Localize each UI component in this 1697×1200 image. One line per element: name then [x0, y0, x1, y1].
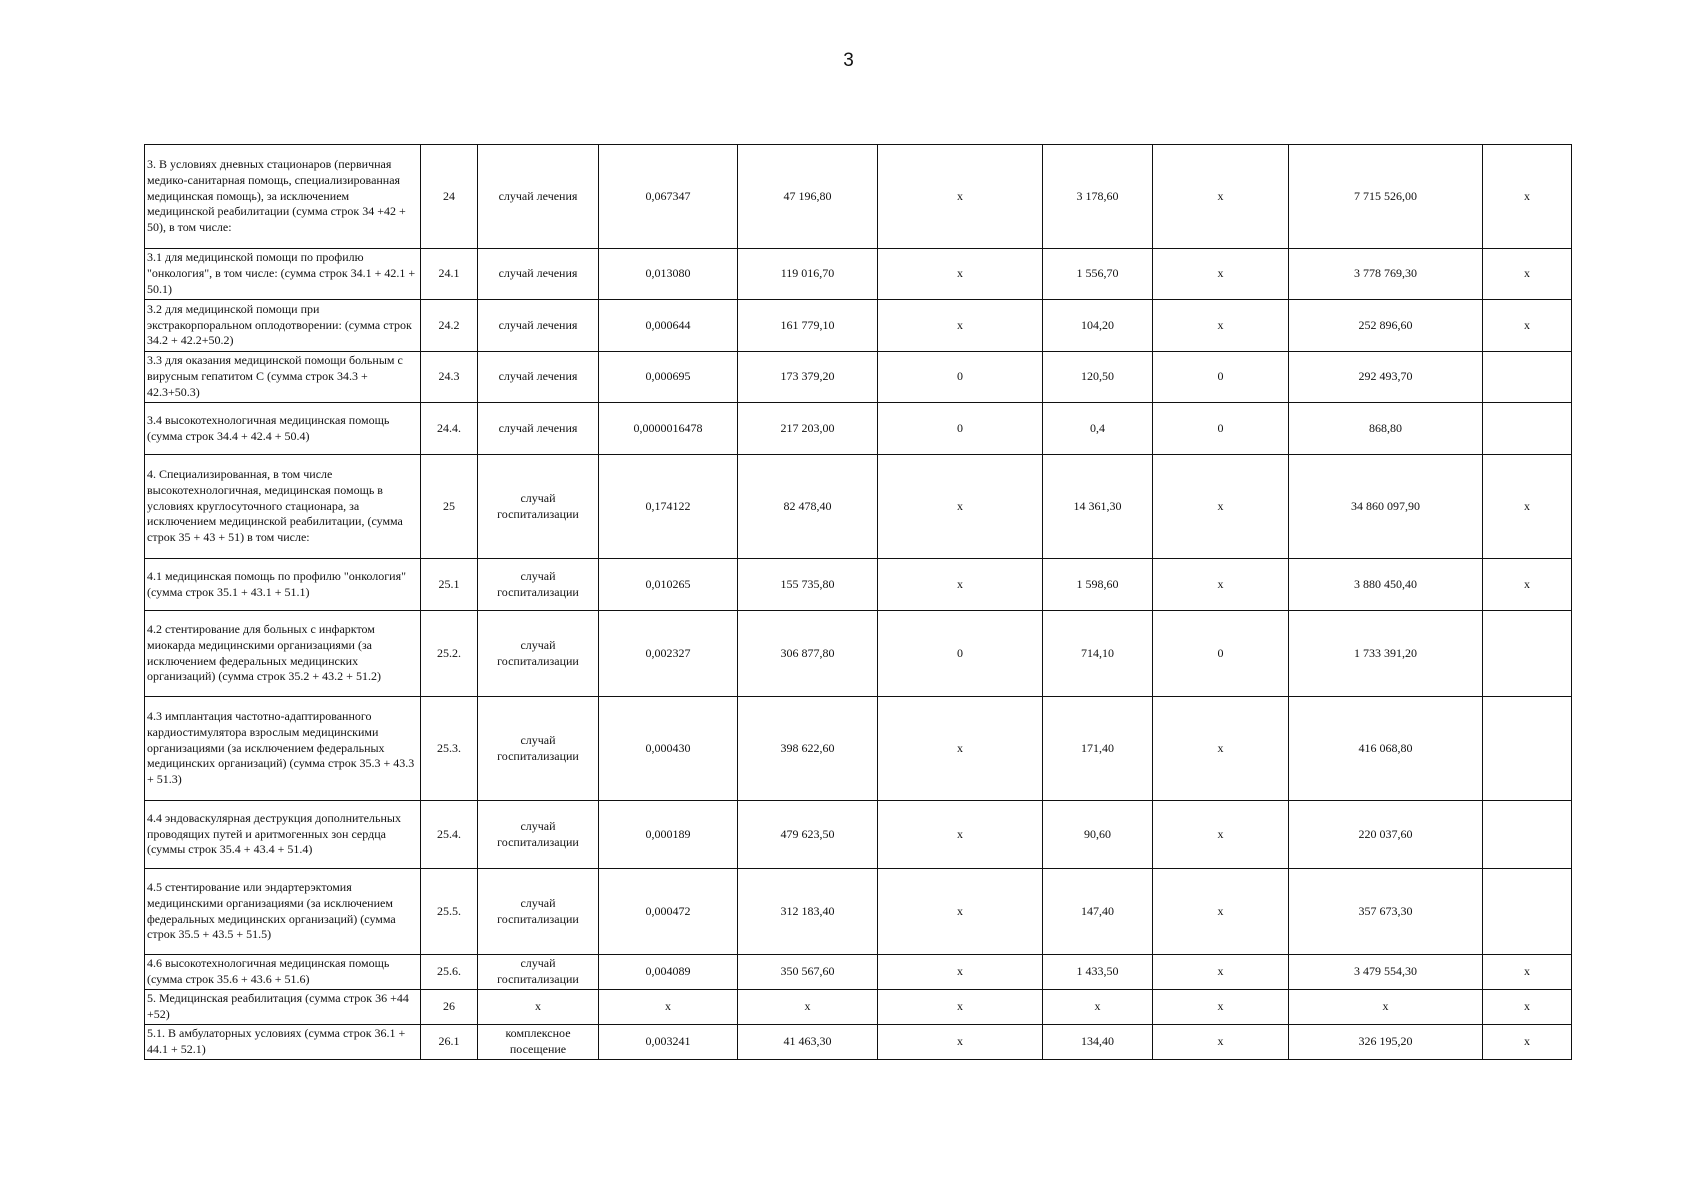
cell-col10: [1483, 697, 1572, 801]
row-description: 3.2 для медицинской помощи при экстракорпоральном оплодотворении: (сумма строк 34.2 + 42.2+50.2): [145, 300, 421, 352]
cell-col4: 0,174122: [599, 455, 738, 559]
unit-cell: случай госпитализации: [478, 697, 599, 801]
cell-col5: 119 016,70: [738, 249, 878, 300]
unit-cell: случай лечения: [478, 352, 599, 403]
cell-col10: х: [1483, 455, 1572, 559]
cell-col4: 0,004089: [599, 955, 738, 990]
cell-col8: х: [1153, 989, 1289, 1024]
cell-col10: х: [1483, 559, 1572, 611]
row-number: 24.2: [421, 300, 478, 352]
cell-col4: 0,003241: [599, 1024, 738, 1059]
table-row: [145, 403, 1572, 455]
row-number: 25.2.: [421, 611, 478, 697]
cell-col10: [1483, 869, 1572, 955]
cell-col6: 0: [878, 352, 1043, 403]
cell-col4: 0,067347: [599, 145, 738, 249]
row-number: 25.3.: [421, 697, 478, 801]
cell-col6: 0: [878, 403, 1043, 455]
table-row: [145, 559, 1572, 611]
row-number: 24: [421, 145, 478, 249]
cell-col10: х: [1483, 989, 1572, 1024]
row-number: 25.5.: [421, 869, 478, 955]
row-description: 4.6 высокотехнологичная медицинская помощь (сумма строк 35.6 + 43.6 + 51.6): [145, 955, 421, 990]
cell-col9: 220 037,60: [1289, 801, 1483, 869]
row-number: 25.6.: [421, 955, 478, 990]
cell-col6: 0: [878, 611, 1043, 697]
row-description: 5.1. В амбулаторных условиях (сумма строк 36.1 + 44.1 + 52.1): [145, 1024, 421, 1059]
cell-col5: х: [738, 989, 878, 1024]
cell-col9: 252 896,60: [1289, 300, 1483, 352]
table-row: [145, 1024, 1572, 1059]
unit-cell: случай госпитализации: [478, 455, 599, 559]
unit-cell: случай госпитализации: [478, 869, 599, 955]
row-description: 3.4 высокотехнологичная медицинская помощь (сумма строк 34.4 + 42.4 + 50.4): [145, 403, 421, 455]
cell-col5: 398 622,60: [738, 697, 878, 801]
table-row: [145, 989, 1572, 1024]
cell-col9: 3 479 554,30: [1289, 955, 1483, 990]
cell-col4: х: [599, 989, 738, 1024]
cell-col7: 1 598,60: [1043, 559, 1153, 611]
cell-col6: х: [878, 869, 1043, 955]
row-number: 25: [421, 455, 478, 559]
row-number: 25.4.: [421, 801, 478, 869]
cell-col10: х: [1483, 300, 1572, 352]
table-row: [145, 300, 1572, 352]
cell-col6: х: [878, 455, 1043, 559]
table-row: [145, 455, 1572, 559]
cell-col6: х: [878, 801, 1043, 869]
cell-col4: 0,000472: [599, 869, 738, 955]
row-description: 4.1 медицинская помощь по профилю "онкология" (сумма строк 35.1 + 43.1 + 51.1): [145, 559, 421, 611]
cell-col10: х: [1483, 145, 1572, 249]
page-number: 3: [843, 50, 854, 71]
cell-col4: 0,010265: [599, 559, 738, 611]
cell-col8: х: [1153, 1024, 1289, 1059]
cell-col10: [1483, 611, 1572, 697]
unit-cell: случай госпитализации: [478, 611, 599, 697]
cell-col9: 3 778 769,30: [1289, 249, 1483, 300]
cell-col5: 306 877,80: [738, 611, 878, 697]
cell-col8: 0: [1153, 403, 1289, 455]
unit-cell: случай госпитализации: [478, 801, 599, 869]
cell-col8: х: [1153, 300, 1289, 352]
row-number: 26: [421, 989, 478, 1024]
cell-col7: 147,40: [1043, 869, 1153, 955]
row-description: 4.3 имплантация частотно-адаптированного кардиостимулятора взрослым медицинскими организациями (за исключением федеральных медицинских организаций) (сумма строк 35.3 + 43.3 + 51.3): [145, 697, 421, 801]
cell-col10: х: [1483, 955, 1572, 990]
unit-cell: случай лечения: [478, 300, 599, 352]
cell-col5: 173 379,20: [738, 352, 878, 403]
cell-col4: 0,000644: [599, 300, 738, 352]
cell-col10: х: [1483, 249, 1572, 300]
cell-col4: 0,000430: [599, 697, 738, 801]
cell-col7: 3 178,60: [1043, 145, 1153, 249]
cell-col5: 47 196,80: [738, 145, 878, 249]
cell-col5: 479 623,50: [738, 801, 878, 869]
cell-col9: 868,80: [1289, 403, 1483, 455]
cell-col6: х: [878, 697, 1043, 801]
cell-col6: х: [878, 559, 1043, 611]
cell-col9: 357 673,30: [1289, 869, 1483, 955]
cell-col8: 0: [1153, 352, 1289, 403]
cell-col4: 0,000189: [599, 801, 738, 869]
table-row: [145, 249, 1572, 300]
cell-col6: х: [878, 300, 1043, 352]
cell-col8: х: [1153, 145, 1289, 249]
cell-col9: 1 733 391,20: [1289, 611, 1483, 697]
cell-col8: х: [1153, 955, 1289, 990]
row-number: 24.3: [421, 352, 478, 403]
cell-col7: 1 556,70: [1043, 249, 1153, 300]
cell-col6: х: [878, 249, 1043, 300]
cell-col10: [1483, 403, 1572, 455]
cell-col10: [1483, 801, 1572, 869]
cell-col6: х: [878, 145, 1043, 249]
table-row: [145, 869, 1572, 955]
row-description: 4.5 стентирование или эндартерэктомия медицинскими организациями (за исключением федеральных медицинских организаций) (сумма строк 35.5 + 43.5 + 51.5): [145, 869, 421, 955]
cell-col6: х: [878, 989, 1043, 1024]
unit-cell: случай лечения: [478, 249, 599, 300]
cell-col9: 416 068,80: [1289, 697, 1483, 801]
cell-col5: 82 478,40: [738, 455, 878, 559]
cell-col7: х: [1043, 989, 1153, 1024]
cell-col5: 161 779,10: [738, 300, 878, 352]
cell-col7: 714,10: [1043, 611, 1153, 697]
table-row: [145, 352, 1572, 403]
table-row: [145, 145, 1572, 249]
cell-col9: х: [1289, 989, 1483, 1024]
row-description: 3. В условиях дневных стационаров (первичная медико-санитарная помощь, специализированная медицинская помощь), за исключением медицинской реабилитации (сумма строк 34 +42 + 50), в том числе:: [145, 145, 421, 249]
row-number: 26.1: [421, 1024, 478, 1059]
unit-cell: случай госпитализации: [478, 559, 599, 611]
cell-col4: 0,0000016478: [599, 403, 738, 455]
unit-cell: случай лечения: [478, 403, 599, 455]
row-description: 4.4 эндоваскулярная деструкция дополнительных проводящих путей и аритмогенных зон сердца (суммы строк 35.4 + 43.4 + 51.4): [145, 801, 421, 869]
row-description: 5. Медицинская реабилитация (сумма строк 36 +44 +52): [145, 989, 421, 1024]
data-table: [144, 144, 1572, 1060]
row-number: 24.1: [421, 249, 478, 300]
cell-col5: 217 203,00: [738, 403, 878, 455]
cell-col9: 34 860 097,90: [1289, 455, 1483, 559]
cell-col4: 0,013080: [599, 249, 738, 300]
row-description: 4. Специализированная, в том числе высокотехнологичная, медицинская помощь в условиях круглосуточного стационара, за исключением медицинской реабилитации, (сумма строк 35 + 43 + 51) в том числе:: [145, 455, 421, 559]
cell-col4: 0,002327: [599, 611, 738, 697]
cell-col4: 0,000695: [599, 352, 738, 403]
cell-col8: х: [1153, 801, 1289, 869]
cell-col7: 0,4: [1043, 403, 1153, 455]
cell-col9: 292 493,70: [1289, 352, 1483, 403]
table-row: [145, 611, 1572, 697]
unit-cell: х: [478, 989, 599, 1024]
cell-col7: 134,40: [1043, 1024, 1153, 1059]
cell-col7: 171,40: [1043, 697, 1153, 801]
cell-col8: х: [1153, 249, 1289, 300]
cell-col5: 350 567,60: [738, 955, 878, 990]
row-number: 25.1: [421, 559, 478, 611]
row-description: 3.3 для оказания медицинской помощи больным с вирусным гепатитом С (сумма строк 34.3 + 42.3+50.3): [145, 352, 421, 403]
row-description: 4.2 стентирование для больных с инфарктом миокарда медицинскими организациями (за исключением федеральных медицинских организаций) (сумма строк 35.2 + 43.2 + 51.2): [145, 611, 421, 697]
row-description: 3.1 для медицинской помощи по профилю "онкология", в том числе: (сумма строк 34.1 + 42.1 + 50.1): [145, 249, 421, 300]
table-row: [145, 697, 1572, 801]
cell-col5: 41 463,30: [738, 1024, 878, 1059]
cell-col8: х: [1153, 869, 1289, 955]
cell-col7: 104,20: [1043, 300, 1153, 352]
cell-col7: 1 433,50: [1043, 955, 1153, 990]
cell-col8: х: [1153, 559, 1289, 611]
row-number: 24.4.: [421, 403, 478, 455]
cell-col8: х: [1153, 455, 1289, 559]
cell-col9: 326 195,20: [1289, 1024, 1483, 1059]
cell-col8: х: [1153, 697, 1289, 801]
unit-cell: комплексное посещение: [478, 1024, 599, 1059]
cell-col5: 312 183,40: [738, 869, 878, 955]
cell-col6: х: [878, 1024, 1043, 1059]
cell-col6: х: [878, 955, 1043, 990]
cell-col8: 0: [1153, 611, 1289, 697]
cell-col10: [1483, 352, 1572, 403]
unit-cell: случай лечения: [478, 145, 599, 249]
table-row: [145, 801, 1572, 869]
table-row: [145, 955, 1572, 990]
cell-col7: 14 361,30: [1043, 455, 1153, 559]
cell-col5: 155 735,80: [738, 559, 878, 611]
cell-col9: 3 880 450,40: [1289, 559, 1483, 611]
cell-col7: 90,60: [1043, 801, 1153, 869]
cell-col9: 7 715 526,00: [1289, 145, 1483, 249]
unit-cell: случай госпитализации: [478, 955, 599, 990]
cell-col7: 120,50: [1043, 352, 1153, 403]
cell-col10: х: [1483, 1024, 1572, 1059]
